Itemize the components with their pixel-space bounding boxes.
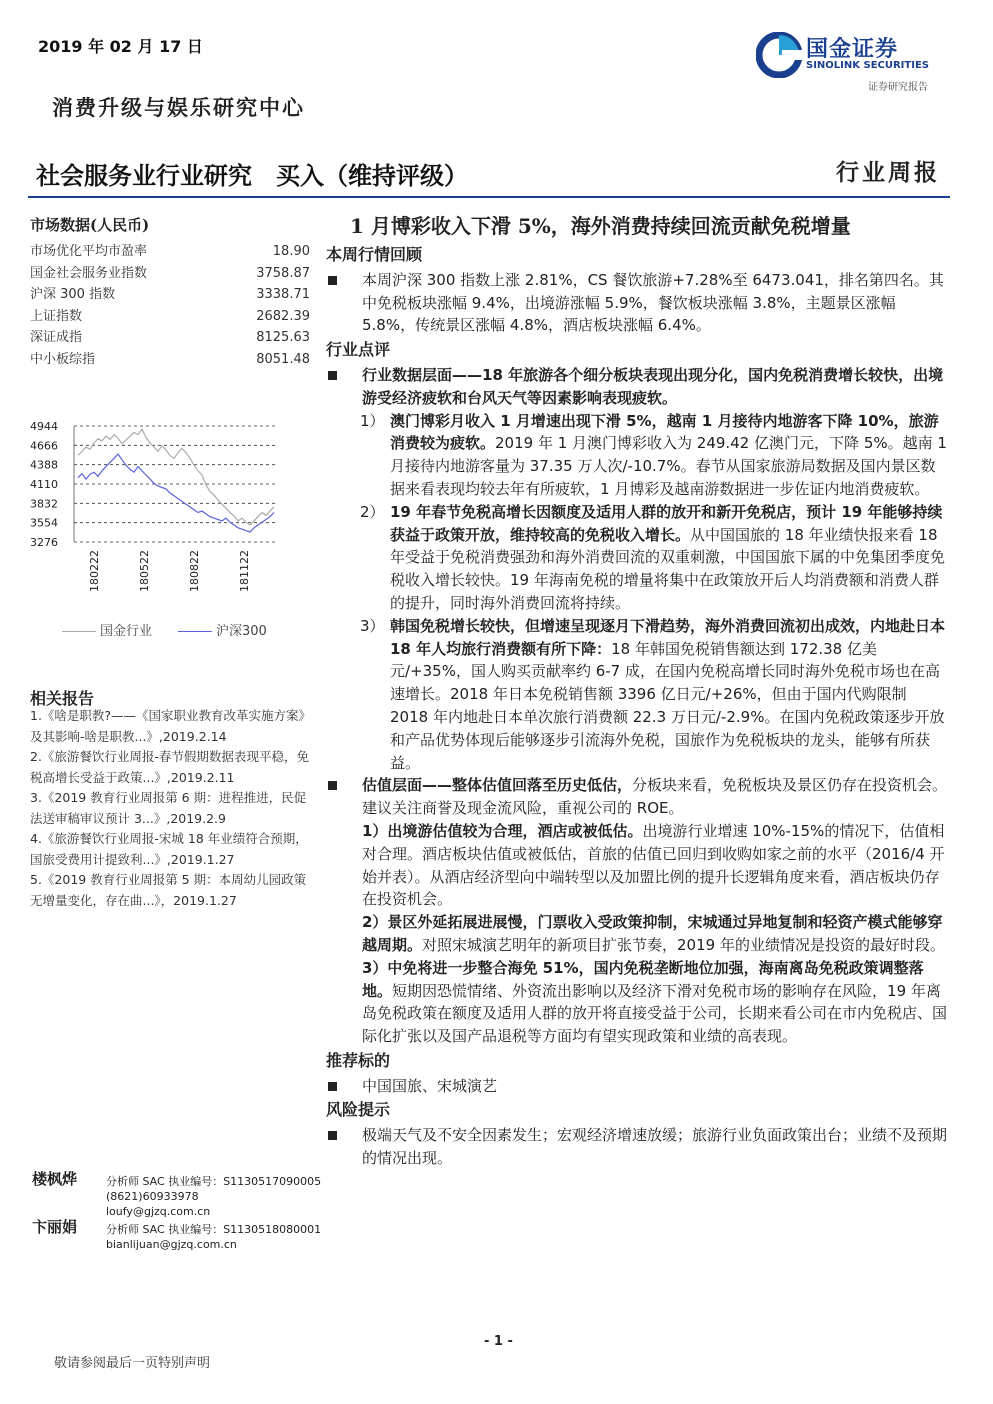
market-data-row — [30, 306, 310, 328]
chart-legend — [62, 620, 267, 639]
y-tick-label: 4388 — [30, 458, 58, 472]
point-number: 2） — [360, 502, 385, 521]
related-report-item[interactable]: 2.《旅游餐饮行业周报-春节假期数据表现平稳，免税高增长受益于政策...》,2019.2.11 — [30, 749, 309, 785]
market-data-label: 上证指数 — [30, 308, 83, 324]
analyst-sac-number: 分析师 SAC 执业编号：S1130517090005 — [106, 1175, 322, 1188]
point-heading: 韩国免税增长较快，但增速呈现逐月下滑趋势，海外消费回流初出成效，内地赴日本 18 年人均旅行消费额有所下降： — [390, 616, 946, 658]
page-number: - 1 - — [484, 1334, 513, 1349]
header-divider — [28, 196, 950, 198]
point-heading: 3）中免将进一步整合海免 51%，国内免税垄断地位加强，海南离岛免税政策调整落地。 — [362, 958, 924, 1000]
disclaimer-note: 敬请参阅最后一页特别声明 — [54, 1356, 211, 1371]
related-report-item[interactable]: 1.《啥是职教?——《国家职业教育改革实施方案》及其影响-啥是职教...》,2019.2.14 — [30, 708, 312, 744]
analyst-info — [106, 1222, 321, 1252]
bullet-square-icon — [328, 1082, 337, 1091]
x-tick-label: 180522 — [138, 550, 151, 592]
point-2 — [326, 501, 948, 615]
section-industry-comment: 行业点评 — [326, 340, 391, 360]
bullet-square-icon — [328, 781, 337, 790]
market-data-row — [30, 284, 310, 306]
market-data-label: 市场优化平均市盈率 — [30, 244, 148, 259]
market-data-value: 8051.48 — [256, 351, 310, 367]
analyst-name: 卞丽娟 — [32, 1218, 78, 1236]
market-data-row — [30, 263, 310, 285]
legend-line-hs300 — [178, 631, 212, 632]
point-text: 出境游行业增速 10%-15%的情况下，估值相对合理。酒店板块估值或被低估，首旅的估值已回归到收购如家之前的水平（2016/4 开始并表）。从酒店经济型向中端转型以及加盟比例的提升长逻辑角度来看，酒店板块仍存在投资机会。 — [362, 821, 945, 909]
bullet-text: 中国国旅、宋城演艺 — [362, 1076, 498, 1095]
analyst-1 — [32, 1170, 322, 1222]
point-text: 18 年韩国免税销售额达到 172.38 亿美元/+35%，国人购买贡献率约 6-7 成，在国内免税高增长同时海外免税市场也在高速增长。2018 年日本免税销售额 3396 亿日元/+26%，但由于国内代购限制 2018 年内地赴日本单次旅行消费额 22.3 万日元/-2.9%。在国内免税政策逐步开放和产品优势体现后能够逐步引流海外免税，国旅作为免税板块的龙头，能够有所获益。 — [390, 639, 945, 772]
point-heading: 1）出境游估值较为合理，酒店或被低估。 — [362, 821, 643, 840]
related-reports-title: 相关报告 — [30, 689, 95, 708]
bullet-industry-data — [326, 364, 948, 410]
point-heading: 2）景区外延拓展进展慢，门票收入受政策抑制，宋城通过异地复制和轻资产模式能够穿越周期。 — [362, 913, 943, 954]
index-line-chart — [28, 414, 288, 604]
section-weekly-review: 本周行情回顾 — [326, 245, 423, 264]
market-data-value: 18.90 — [272, 244, 310, 259]
market-data-row — [30, 327, 310, 349]
legend-label-industry: 国金行业 — [100, 624, 153, 639]
bullet-valuation — [326, 774, 948, 820]
analyst-info — [106, 1174, 321, 1219]
related-report-item[interactable]: 3.《2019 教育行业周报第 6 期：进程推进，民促法送审稿审议预计 3...》,2019.2.9 — [30, 790, 307, 826]
y-tick-label: 3554 — [30, 516, 58, 530]
bullet-weekly-review — [326, 269, 948, 337]
research-center-name: 消费升级与娱乐研究中心 — [52, 95, 305, 120]
logo-english-name: SINOLINK SECURITIES — [806, 60, 929, 71]
point-text: 从中国国旅的 18 年业绩快报来看 18 年受益于免税消费强劲和海外消费回流的双重刺激，中国国旅下属的中免集团季度免税收入增长较快。19 年海南免税的增量将集中在政策放开后人均消费额和消费人群的提升，同时海外消费回流将持续。 — [390, 525, 946, 612]
related-report-item[interactable]: 5.《2019 教育行业周报第 5 期：本周幼儿园政策无增量变化，存在曲...》，2019.1.27 — [30, 872, 307, 908]
market-data-rows — [30, 241, 310, 370]
bullet-square-icon — [328, 276, 337, 285]
related-reports-list — [30, 706, 316, 911]
point-1 — [326, 410, 948, 501]
market-data-title: 市场数据(人民币) — [30, 216, 150, 234]
point-3 — [326, 615, 948, 775]
legend-item-industry — [62, 620, 152, 639]
y-tick-label: 4666 — [30, 439, 58, 453]
market-data-label: 中小板综指 — [30, 351, 96, 367]
x-tick-label: 180222 — [88, 550, 101, 592]
point-number: 1） — [360, 411, 385, 430]
bullet-heading: 估值层面——整体估值回落至历史低估， — [362, 776, 633, 795]
market-data-row — [30, 241, 310, 263]
x-tick-label: 180822 — [188, 550, 201, 592]
point-heading: 19 年春节免税高增长因额度及适用人群的放开和新开免税店，预计 19 年能够持续获益于政策开放，维持较高的免税收入增长。 — [390, 502, 943, 544]
market-data-row — [30, 349, 310, 371]
y-tick-label: 4110 — [30, 478, 58, 491]
valuation-point-3 — [326, 957, 948, 1048]
bullet-text: 分板块来看，免税板块及景区仍存在投资机会。建议关注商誉及现金流风险，重视公司的 ROE。 — [362, 776, 948, 818]
market-data-value: 2682.39 — [256, 308, 310, 324]
bullet-square-icon — [328, 1131, 337, 1140]
bullet-text: 本周沪深 300 指数上涨 2.81%，CS 餐饮旅游+7.28%至 6473.041，排名第四名。其中免税板块涨幅 9.4%，出境游涨幅 5.9%，餐饮板块涨幅 3.8%，主题景区涨幅 5.8%，传统景区涨幅 4.8%，酒店板块涨幅 6.4%。 — [362, 270, 944, 335]
y-tick-label: 3832 — [30, 497, 58, 511]
industry-title: 社会服务业行业研究 买入（维持评级） — [36, 162, 468, 190]
legend-label-hs300: 沪深300 — [216, 624, 267, 639]
market-data-value: 3758.87 — [256, 265, 310, 281]
legend-item-hs300 — [178, 620, 267, 639]
bullet-text: 极端天气及不安全因素发生；宏观经济增速放缓；旅游行业负面政策出台；业绩不及预期的情况出现。 — [362, 1126, 948, 1168]
report-body — [326, 242, 948, 1170]
market-data-label: 深证成指 — [30, 330, 83, 345]
analyst-email[interactable]: loufy@gjzq.com.cn — [106, 1205, 211, 1218]
analyst-phone: (8621)60933978 — [106, 1190, 199, 1203]
analyst-email[interactable]: bianlijuan@gjzq.com.cn — [106, 1238, 237, 1251]
x-tick-label: 181122 — [238, 550, 251, 592]
bullet-square-icon — [328, 371, 337, 380]
market-data-panel — [30, 214, 310, 370]
bullet-recommended — [326, 1075, 948, 1098]
legend-line-industry — [62, 631, 96, 632]
point-heading: 澳门博彩月收入 1 月增速出现下滑 5%，越南 1 月接待内地游客下降 10%，旅游消费较为疲软。 — [390, 411, 939, 453]
market-data-value: 3338.71 — [256, 287, 310, 302]
logo-chinese-name: 国金证券 — [806, 37, 899, 62]
point-text: 短期因恐慌情绪、外资流出影响以及经济下滑对免税市场的影响存在风险，19 年离岛免税政策在额度及适用人群的放开将直接受益于公司，长期来看公司在市内免税店、国际化扩张以及国产品退税等方面均有望实现政策和业绩的高表现。 — [362, 981, 948, 1046]
related-report-item[interactable]: 4.《旅游餐饮行业周报-宋城 18 年业绩符合预期，国旅受费用计提致利...》,2019.1.27 — [30, 831, 308, 867]
y-tick-label: 4944 — [30, 420, 58, 433]
series-line-industry — [78, 429, 274, 525]
section-risk: 风险提示 — [326, 1100, 391, 1120]
point-text: 对照宋城演艺明年的新项目扩张节奏，2019 年的业绩情况是投资的最好时段。 — [422, 935, 945, 954]
analyst-name: 楼枫烨 — [32, 1170, 78, 1188]
report-type-label: 证券研究报告 — [868, 82, 928, 93]
point-number: 3） — [360, 616, 385, 635]
bullet-risk — [326, 1124, 948, 1170]
analyst-2 — [32, 1218, 322, 1256]
market-data-value: 8125.63 — [256, 330, 310, 345]
report-main-title: 1 月博彩收入下滑 5%，海外消费持续回流贡献免税增量 — [350, 214, 851, 238]
section-recommended: 推荐标的 — [326, 1050, 391, 1070]
market-data-label: 国金社会服务业指数 — [30, 265, 148, 281]
y-tick-label: 3276 — [30, 536, 58, 549]
weekly-label: 行业周报 — [836, 159, 940, 186]
valuation-point-2 — [326, 911, 948, 957]
valuation-point-1 — [326, 820, 948, 911]
analyst-sac-number: 分析师 SAC 执业编号：S1130518080001 — [106, 1223, 322, 1236]
point-text: 2019 年 1 月澳门博彩收入为 249.42 亿澳门元，下降 5%。越南 1 月接待内地游客量为 37.35 万人次/-10.7%。春节从国家旅游局数据及国内景区数据来看表现均较去年有所疲软，1 月博彩及越南游数据进一步佐证内地消费疲软。 — [390, 434, 947, 498]
report-date: 2019 年 02 月 17 日 — [38, 37, 203, 56]
market-data-label: 沪深 300 指数 — [30, 287, 116, 302]
bullet-text: 行业数据层面——18 年旅游各个细分板块表现出现分化，国内免税消费增长较快，出境游受经济疲软和台风天气等因素影响表现疲软。 — [362, 365, 944, 407]
sinolink-logo-icon — [756, 32, 802, 78]
